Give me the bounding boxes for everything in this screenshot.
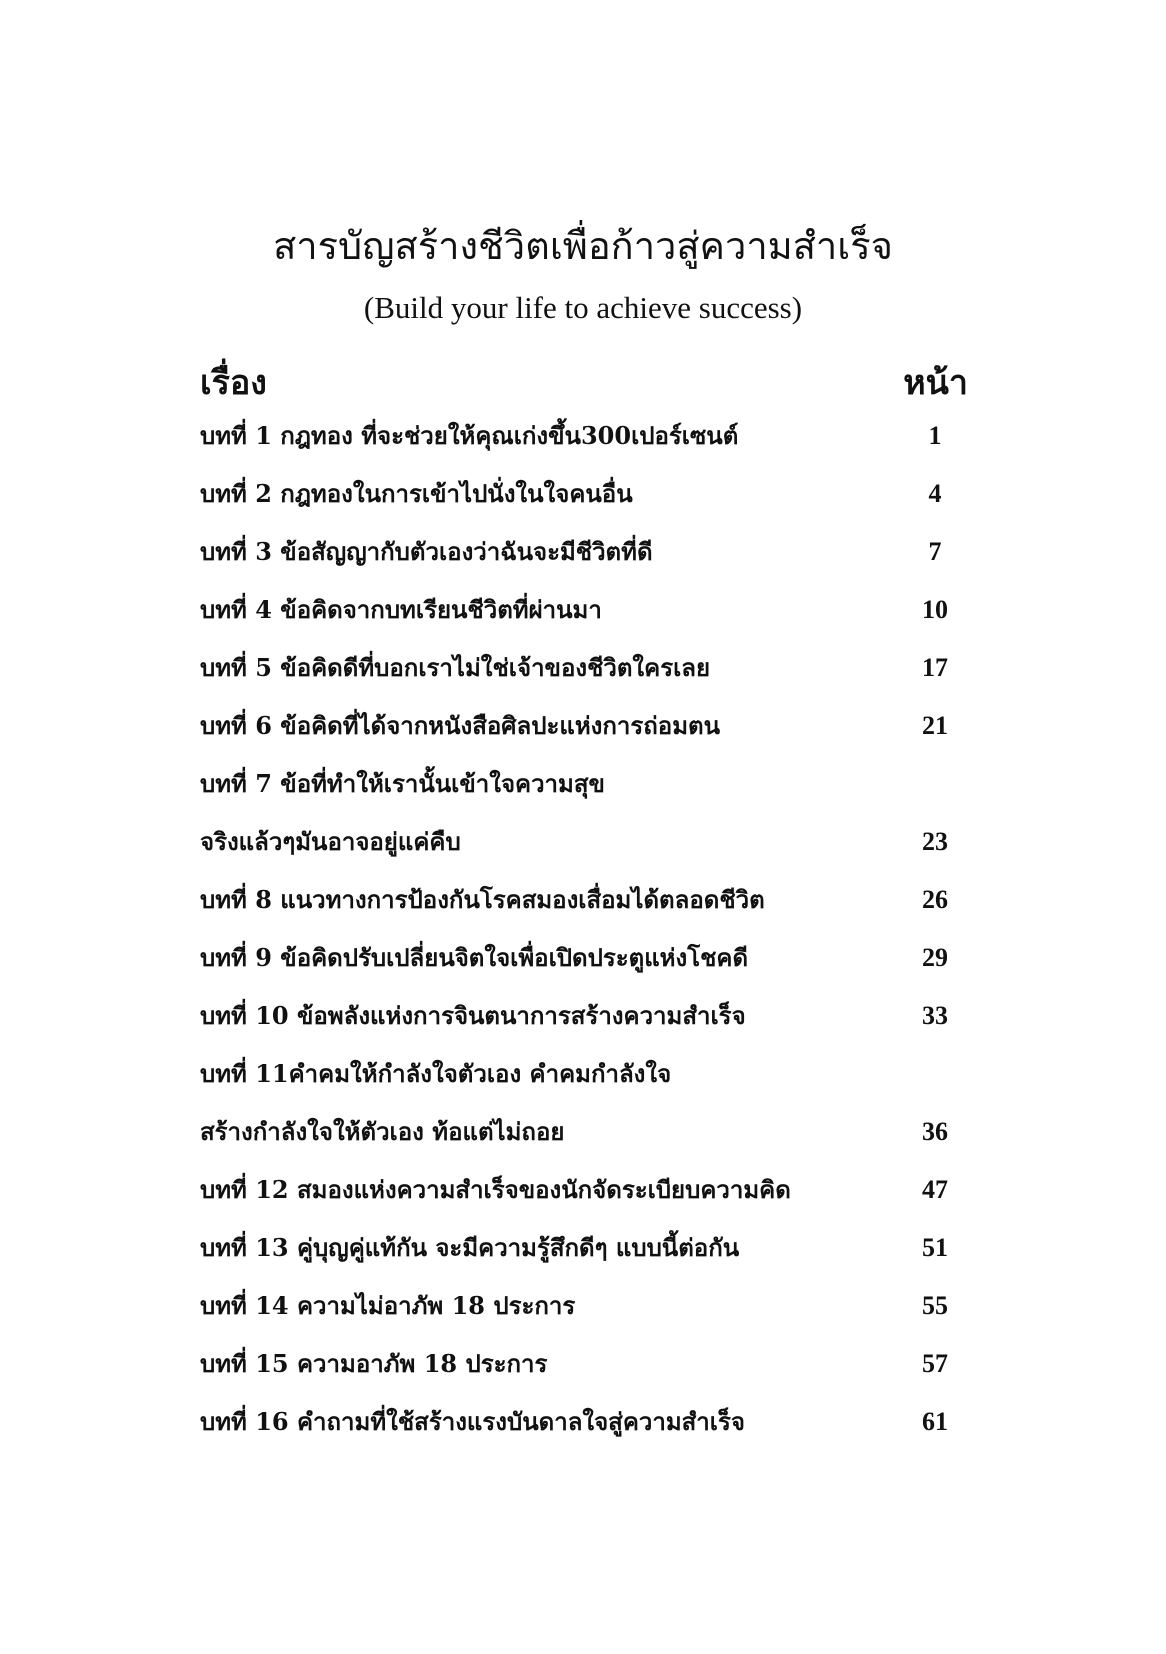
toc-entry <box>200 648 970 706</box>
toc-entry-page-number: 23 <box>922 827 948 856</box>
toc-entry-title: บทที่ 6 ข้อคิดที่ได้จากหนังสือศิลปะแห่งการถ่อมตน <box>200 711 721 740</box>
toc-entry <box>200 938 970 996</box>
toc-entry-page-number: 7 <box>928 537 942 566</box>
toc-entry-page-number: 4 <box>928 479 942 508</box>
toc-entry-page-number: 21 <box>922 711 948 740</box>
toc-entry <box>200 1286 970 1344</box>
toc-entry-page-number: 36 <box>922 1117 948 1146</box>
toc-entry-title: บทที่ 12 สมองแห่งความสำเร็จของนักจัดระเบียบความคิด <box>200 1175 791 1204</box>
toc-entry <box>200 1112 970 1170</box>
toc-entry-title: บทที่ 15 ความอาภัพ 18 ประการ <box>200 1349 548 1378</box>
toc-entry-title: บทที่ 8 แนวทางการป้องกันโรคสมองเสื่อมได้ตลอดชีวิต <box>200 885 765 914</box>
toc-entry-page-number: 1 <box>928 421 942 450</box>
toc-entry-title: บทที่ 11คำคมให้กำลังใจตัวเอง คำคมกำลังใจ <box>200 1059 672 1088</box>
page-subtitle: (Build your life to achieve success) <box>363 290 803 325</box>
toc-entry-page-number: 26 <box>922 885 948 914</box>
toc-entry-title: บทที่ 9 ข้อคิดปรับเปลี่ยนจิตใจเพื่อเปิดประตูแห่งโชคดี <box>200 943 749 972</box>
toc-entry-title: จริงแล้วๆมันอาจอยู่แค่คืบ <box>200 827 461 856</box>
toc-entry <box>200 590 970 648</box>
toc-entry-title: บทที่ 14 ความไม่อาภัพ 18 ประการ <box>200 1291 576 1320</box>
toc-entry-title: สร้างกำลังใจให้ตัวเอง ท้อแต่ไม่ถอย <box>200 1117 565 1146</box>
toc-entry-page-number: 51 <box>922 1233 948 1262</box>
toc-entry-page-number: 55 <box>922 1291 948 1320</box>
table-of-contents <box>200 416 970 1460</box>
toc-entry <box>200 822 970 880</box>
toc-entry <box>200 1170 970 1228</box>
toc-entry <box>200 1402 970 1460</box>
topic-column-header: เรื่อง <box>200 363 267 403</box>
toc-entry <box>200 416 970 474</box>
toc-entry-page-number: 61 <box>922 1407 948 1436</box>
toc-entry <box>200 1054 970 1112</box>
toc-entry <box>200 532 970 590</box>
toc-entry-title: บทที่ 1 กฎทอง ที่จะช่วยให้คุณเก่งขึ้น300เปอร์เซนต์ <box>200 421 739 450</box>
toc-entry <box>200 764 970 822</box>
toc-entry <box>200 1344 970 1402</box>
toc-entry <box>200 706 970 764</box>
toc-entry-page-number: 29 <box>922 943 948 972</box>
toc-entry <box>200 880 970 938</box>
toc-entry-title: บทที่ 16 คำถามที่ใช้สร้างแรงบันดาลใจสู่ความสำเร็จ <box>200 1407 745 1436</box>
toc-entry-page-number: 17 <box>922 653 948 682</box>
toc-entry-title: บทที่ 13 คู่บุญคู่แท้กัน จะมีความรู้สึกดีๆ แบบนี้ต่อกัน <box>200 1233 740 1262</box>
page-column-header: หน้า <box>903 363 968 403</box>
toc-entry-page-number: 33 <box>922 1001 948 1030</box>
toc-entry-page-number: 47 <box>922 1175 948 1204</box>
toc-entry-page-number: 57 <box>922 1349 948 1378</box>
toc-entry-page-number: 10 <box>922 595 948 624</box>
toc-entry-title: บทที่ 3 ข้อสัญญากับตัวเองว่าฉันจะมีชีวิตที่ดี <box>200 537 653 566</box>
toc-entry-title: บทที่ 5 ข้อคิดดีที่บอกเราไม่ใช่เจ้าของชีวิตใครเลย <box>200 653 711 682</box>
toc-entry-title: บทที่ 4 ข้อคิดจากบทเรียนชีวิตที่ผ่านมา <box>200 595 602 624</box>
toc-entry-title: บทที่ 7 ข้อที่ทำให้เรานั้นเข้าใจความสุข <box>200 769 605 798</box>
toc-entry-title: บทที่ 2 กฎทองในการเข้าไปนั่งในใจคนอื่น <box>200 479 633 508</box>
page-title: สารบัญสร้างชีวิตเพื่อก้าวสู่ความสำเร็จ <box>273 224 893 268</box>
toc-entry-title: บทที่ 10 ข้อพลังแห่งการจินตนาการสร้างความสำเร็จ <box>200 1001 746 1030</box>
toc-entry <box>200 474 970 532</box>
toc-entry <box>200 996 970 1054</box>
toc-entry <box>200 1228 970 1286</box>
